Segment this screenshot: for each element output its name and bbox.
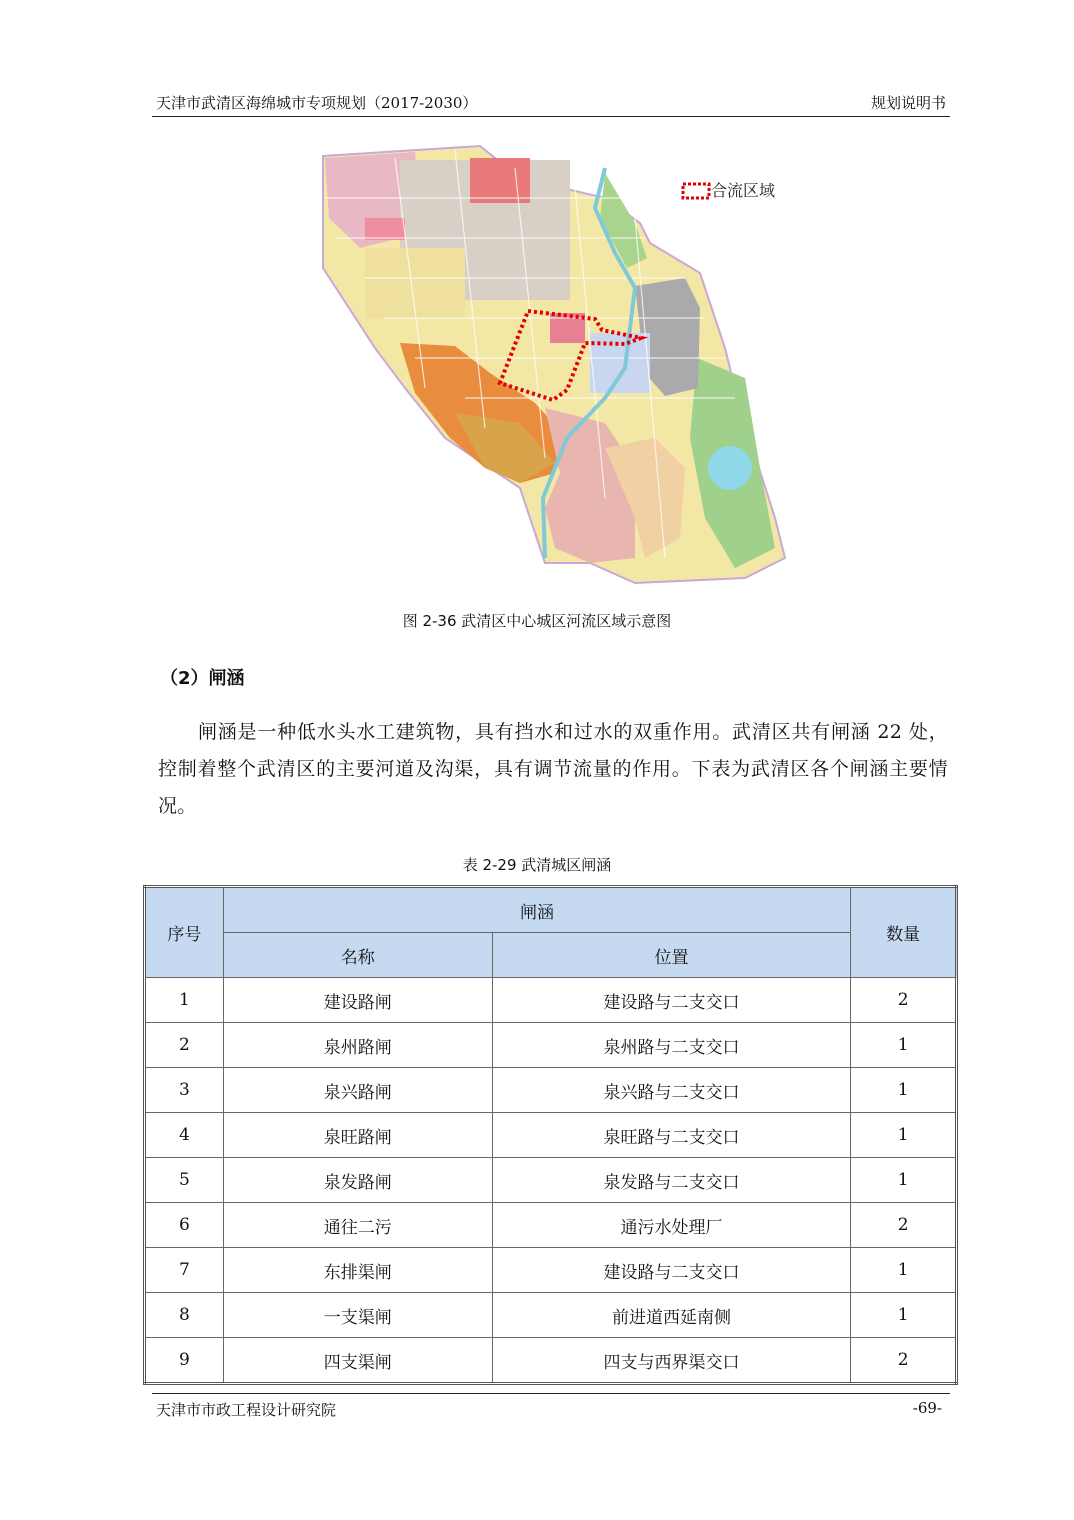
row-name: 四支渠闸	[223, 1338, 492, 1384]
row-index: 5	[145, 1158, 224, 1203]
table-row	[145, 1248, 957, 1293]
row-index: 1	[145, 978, 224, 1023]
table-body	[145, 978, 957, 1384]
district-map-image	[305, 138, 793, 588]
section-heading: （2）闸涵	[160, 668, 245, 689]
row-count: 1	[851, 1158, 957, 1203]
header-count: 数量	[851, 887, 957, 978]
row-count: 2	[851, 1203, 957, 1248]
page-header	[152, 90, 950, 117]
row-name: 泉州路闸	[223, 1023, 492, 1068]
row-index: 4	[145, 1113, 224, 1158]
row-count: 1	[851, 1293, 957, 1338]
row-index: 2	[145, 1023, 224, 1068]
body-paragraph: 闸涵是一种低水头水工建筑物，具有挡水和过水的双重作用。武清区共有闸涵 22 处，控制着整个武清区的主要河道及沟渠，具有调节流量的作用。下表为武清区各个闸涵主要情况。	[158, 721, 948, 817]
row-location: 四支与西界渠交口	[492, 1338, 851, 1384]
row-location: 泉旺路与二支交口	[492, 1113, 851, 1158]
row-location: 建设路与二支交口	[492, 978, 851, 1023]
table-row	[145, 1293, 957, 1338]
row-name: 泉发路闸	[223, 1158, 492, 1203]
row-index: 7	[145, 1248, 224, 1293]
table-row	[145, 1338, 957, 1384]
row-location: 泉州路与二支交口	[492, 1023, 851, 1068]
page-number: -69-	[912, 1399, 942, 1417]
row-location: 建设路与二支交口	[492, 1248, 851, 1293]
row-location: 通污水处理厂	[492, 1203, 851, 1248]
page-footer	[152, 1393, 950, 1422]
table-row	[145, 1203, 957, 1248]
row-index: 3	[145, 1068, 224, 1113]
table-row	[145, 978, 957, 1023]
row-name: 建设路闸	[223, 978, 492, 1023]
row-count: 1	[851, 1068, 957, 1113]
row-count: 1	[851, 1023, 957, 1068]
row-count: 2	[851, 1338, 957, 1384]
institute-name: 天津市市政工程设计研究院	[156, 1401, 337, 1419]
row-index: 8	[145, 1293, 224, 1338]
table-row	[145, 1068, 957, 1113]
table-row	[145, 1113, 957, 1158]
header-sluice-group: 闸涵	[223, 887, 851, 933]
row-location: 泉兴路与二支交口	[492, 1068, 851, 1113]
legend-label: 合流区域	[711, 181, 776, 200]
document-title: 天津市武清区海绵城市专项规划（2017-2030）	[156, 94, 478, 112]
row-index: 9	[145, 1338, 224, 1384]
row-name: 泉旺路闸	[223, 1113, 492, 1158]
row-name: 通往二污	[223, 1203, 492, 1248]
header-index: 序号	[145, 887, 224, 978]
row-index: 6	[145, 1203, 224, 1248]
table-row	[145, 1158, 957, 1203]
row-count: 2	[851, 978, 957, 1023]
header-name: 名称	[223, 933, 492, 978]
sluice-table	[143, 885, 958, 1385]
header-location: 位置	[492, 933, 851, 978]
row-location: 泉发路与二支交口	[492, 1158, 851, 1203]
district-map-figure	[305, 138, 793, 588]
row-count: 1	[851, 1113, 957, 1158]
row-location: 前进道西延南侧	[492, 1293, 851, 1338]
figure-caption: 图 2-36 武清区中心城区河流区域示意图	[402, 612, 672, 630]
row-name: 一支渠闸	[223, 1293, 492, 1338]
document-type: 规划说明书	[870, 94, 946, 112]
row-name: 泉兴路闸	[223, 1068, 492, 1113]
row-name: 东排渠闸	[223, 1248, 492, 1293]
row-count: 1	[851, 1248, 957, 1293]
table-row	[145, 1023, 957, 1068]
legend-swatch	[683, 184, 709, 198]
table-caption: 表 2-29 武清城区闸涵	[462, 856, 612, 874]
table-header	[145, 887, 957, 978]
